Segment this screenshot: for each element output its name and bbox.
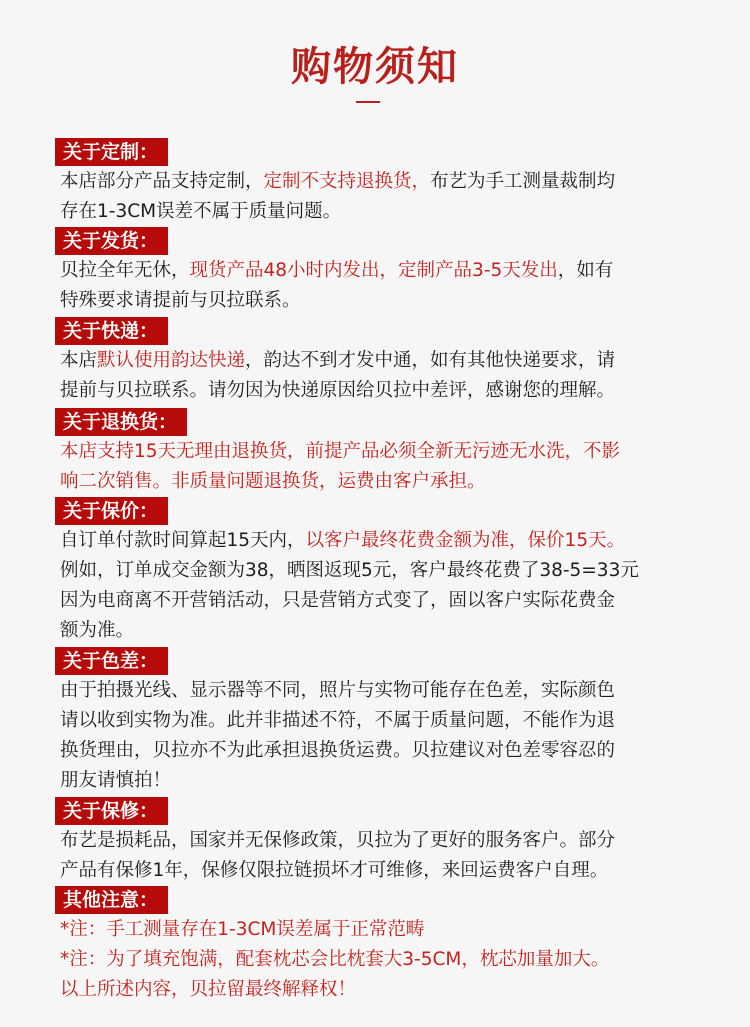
body-text: 贝拉全年无休， <box>60 260 190 281</box>
section-tag: 关于色差： <box>55 647 168 675</box>
text-line <box>60 256 700 286</box>
text-line <box>60 526 700 556</box>
text-line <box>60 616 700 646</box>
section-tag: 关于发货： <box>55 227 168 255</box>
text-line <box>60 945 700 975</box>
body-text: 提前与贝拉联系。请勿因为快递原因给贝拉中差评，感谢您的理解。 <box>60 380 616 401</box>
text-line <box>60 736 700 766</box>
text-line <box>60 197 700 227</box>
highlight-text: 本店支持15天无理由退换货，前提产品必须全新无污迹无水洗，不影 <box>60 441 621 462</box>
section-text <box>60 346 700 406</box>
body-text: 布艺为手工测量裁制均 <box>430 171 616 192</box>
body-text: 本店 <box>60 350 98 371</box>
text-line <box>60 286 700 316</box>
text-line <box>60 346 700 376</box>
body-text: 朋友请慎拍！ <box>60 770 172 791</box>
body-text: ，如有 <box>557 260 614 281</box>
text-line <box>60 766 700 796</box>
highlight-text: 默认使用韵达快递 <box>97 350 246 371</box>
highlight-text: 现货产品48小时内发出，定制产品3-5天发出 <box>189 260 558 281</box>
body-text: 例如，订单成交金额为38，晒图返现5元，客户最终花费了38-5=33元 <box>60 560 639 581</box>
body-text: 由于拍摄光线、显示器等不同，照片与实物可能存在色差，实际颜色 <box>60 680 616 701</box>
section-text <box>60 526 700 646</box>
section-text <box>60 915 700 1005</box>
section-text <box>60 256 700 316</box>
body-text: 额为准。 <box>60 620 135 641</box>
page-title: 购物须知 <box>291 44 459 90</box>
highlight-text: 响二次销售。非质量问题退换货，运费由客户承担。 <box>60 471 486 492</box>
body-text: 特殊要求请提前与贝拉联系。 <box>60 290 301 311</box>
highlight-text: 以客户最终花费金额为准，保价15天。 <box>305 530 626 551</box>
section-tag: 关于退换货： <box>55 408 187 436</box>
text-line <box>60 676 700 706</box>
section-tag: 关于快递： <box>55 317 168 345</box>
text-line <box>60 467 700 497</box>
body-text: 换货理由，贝拉亦不为此承担退换货运费。贝拉建议对色差零容忍的 <box>60 740 616 761</box>
body-text: 产品有保修1年，保修仅限拉链损坏才可维修，来回运费客户自理。 <box>60 860 609 881</box>
text-line <box>60 975 700 1005</box>
body-text: 自订单付款时间算起15天内， <box>60 530 306 551</box>
text-line <box>60 826 700 856</box>
highlight-text: 以上所述内容，贝拉留最终解释权！ <box>60 979 357 1000</box>
section-text <box>60 676 700 796</box>
text-line <box>60 586 700 616</box>
body-text: 布艺是损耗品，国家并无保修政策，贝拉为了更好的服务客户。部分 <box>60 830 616 851</box>
text-line <box>60 915 700 945</box>
text-line <box>60 856 700 886</box>
section-tag: 关于保修： <box>55 797 168 825</box>
section-tag: 其他注意： <box>55 886 168 914</box>
section-text <box>60 167 700 227</box>
text-line <box>60 376 700 406</box>
highlight-text: *注：为了填充饱满，配套枕芯会比枕套大3-5CM，枕芯加量加大。 <box>60 949 610 970</box>
text-line <box>60 706 700 736</box>
body-text: 本店部分产品支持定制， <box>60 171 264 192</box>
highlight-text: 定制不支持退换货， <box>263 171 431 192</box>
section-tag: 关于保价： <box>55 497 168 525</box>
body-text: 请以收到实物为准。此并非描述不符，不属于质量问题，不能作为退 <box>60 710 616 731</box>
highlight-text: *注：手工测量存在1-3CM误差属于正常范畴 <box>60 919 425 940</box>
title-underline <box>356 101 380 103</box>
section-text <box>60 437 700 497</box>
section-text <box>60 826 700 886</box>
text-line <box>60 437 700 467</box>
body-text: 存在1-3CM误差不属于质量问题。 <box>60 201 342 222</box>
text-line <box>60 556 700 586</box>
section-tag: 关于定制： <box>55 138 168 166</box>
text-line <box>60 167 700 197</box>
body-text: 因为电商离不开营销活动，只是营销方式变了，固以客户实际花费金 <box>60 590 616 611</box>
body-text: ，韵达不到才发中通，如有其他快递要求，请 <box>245 350 616 371</box>
